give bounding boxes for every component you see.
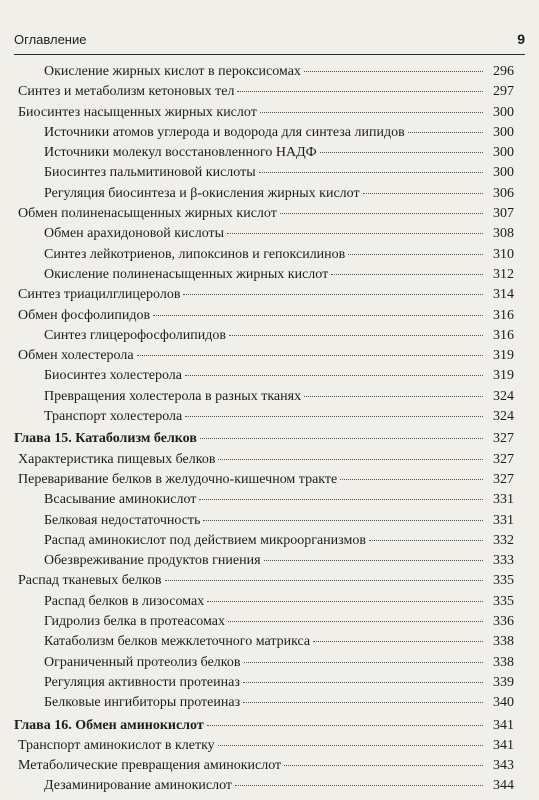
dot-leader xyxy=(363,193,483,194)
toc-entry xyxy=(14,285,514,305)
toc-entry xyxy=(14,511,514,531)
toc-entry xyxy=(14,82,514,102)
dot-leader xyxy=(304,71,483,72)
dot-leader xyxy=(218,459,483,460)
toc-entry xyxy=(14,736,514,756)
toc-entry-title: Обмен фосфолипидов xyxy=(18,307,151,323)
toc-entry-title: Синтез триацилглицеролов xyxy=(18,287,181,303)
toc-entry-page: 306 xyxy=(493,185,514,201)
dot-leader xyxy=(218,745,483,746)
dot-leader xyxy=(235,785,483,786)
toc-entry-page: 300 xyxy=(493,145,514,161)
toc-entry-page: 316 xyxy=(493,327,514,343)
toc-entry xyxy=(14,612,514,632)
toc-entry-title: Биосинтез холестерола xyxy=(44,368,183,384)
toc-entry-title: Обезвреживание продуктов гниения xyxy=(44,553,261,569)
toc-entry-title: Синтез глицерофосфолипидов xyxy=(44,327,226,343)
toc-entry-page: 336 xyxy=(493,614,514,630)
dot-leader xyxy=(259,172,483,173)
toc-entry-title: Обмен полиненасыщенных жирных кислот xyxy=(18,206,277,222)
dot-leader xyxy=(340,479,483,480)
toc-entry-title: Окисление жирных кислот в пероксисомах xyxy=(44,64,301,79)
running-header xyxy=(14,30,525,55)
dot-leader xyxy=(229,335,483,336)
toc-entry xyxy=(14,306,514,326)
dot-leader xyxy=(183,294,483,295)
toc-entry-page: 312 xyxy=(493,266,514,282)
toc-entry xyxy=(14,592,514,612)
toc-entry-page: 319 xyxy=(493,368,514,384)
toc-entry-title: Транспорт аминокислот в клетку xyxy=(18,737,215,753)
toc-entry xyxy=(14,450,514,470)
dot-leader xyxy=(260,112,483,113)
toc-entry-page: 335 xyxy=(493,573,514,589)
dot-leader xyxy=(137,355,483,356)
dot-leader xyxy=(185,416,483,417)
dot-leader xyxy=(227,233,483,234)
dot-leader xyxy=(165,580,483,581)
dot-leader xyxy=(264,560,483,561)
toc-entry-title: Глава 16. Обмен аминокислот xyxy=(14,717,204,733)
toc-entry-page: 341 xyxy=(493,717,514,733)
toc-entry-page: 338 xyxy=(493,654,514,670)
toc-entry-title: Источники молекул восстановленного НАДФ xyxy=(44,145,317,161)
dot-leader xyxy=(313,641,483,642)
toc-entry xyxy=(14,673,514,693)
dot-leader xyxy=(185,375,483,376)
toc-entry xyxy=(14,407,514,427)
toc-entry-page: 335 xyxy=(493,593,514,609)
toc-entry xyxy=(14,776,514,796)
toc-entry xyxy=(14,184,514,204)
dot-leader xyxy=(153,315,483,316)
toc-entry-title: Гидролиз белка в протеасомах xyxy=(44,614,226,630)
toc-entry-title: Источники атомов углерода и водорода для синтеза липидов xyxy=(44,124,405,140)
dot-leader xyxy=(243,702,483,703)
toc-entry-page: 327 xyxy=(493,431,514,447)
toc-entry-page: 300 xyxy=(493,104,514,120)
toc-entry-page: 324 xyxy=(493,388,514,404)
toc-entry xyxy=(14,366,514,386)
toc-entry xyxy=(14,265,514,285)
toc-entry-page: 327 xyxy=(493,471,514,487)
dot-leader xyxy=(304,396,483,397)
toc-entry xyxy=(14,224,514,244)
toc-entry-title: Дезаминирование аминокислот xyxy=(44,778,233,794)
toc-entry-page: 344 xyxy=(493,778,514,794)
toc-entry-page: 331 xyxy=(493,492,514,508)
toc-entry xyxy=(14,693,514,713)
toc-entry-page: 308 xyxy=(493,226,514,242)
toc-entry-page: 300 xyxy=(493,165,514,181)
toc-entry-title: Синтез и метаболизм кетоновых тел xyxy=(18,84,235,100)
toc-entry-page: 296 xyxy=(493,64,514,79)
toc-entry-page: 341 xyxy=(493,737,514,753)
dot-leader xyxy=(284,765,483,766)
toc-entry-page: 327 xyxy=(493,451,514,467)
toc-entry xyxy=(14,346,514,366)
toc-entry-title: Регуляция активности протеиназ xyxy=(44,674,240,690)
toc-entry xyxy=(14,490,514,510)
toc-entry-title: Катаболизм белков межклеточного матрикса xyxy=(44,634,311,650)
toc-entry xyxy=(14,387,514,407)
dot-leader xyxy=(243,682,483,683)
toc-entry xyxy=(14,204,514,224)
toc-entry-title: Синтез лейкотриенов, липоксинов и гепоксилинов xyxy=(44,246,346,262)
toc-entry-page: 331 xyxy=(493,512,514,528)
toc-entry-title: Обмен арахидоновой кислоты xyxy=(44,226,225,242)
toc-entry-title: Ограниченный протеолиз белков xyxy=(44,654,241,670)
toc-entry-page: 300 xyxy=(493,124,514,140)
toc-entry-title: Белковая недостаточность xyxy=(44,512,201,528)
toc-entry-page: 316 xyxy=(493,307,514,323)
toc-entry xyxy=(14,245,514,265)
table-of-contents xyxy=(14,62,514,797)
toc-entry xyxy=(14,103,514,123)
dot-leader xyxy=(199,499,483,500)
header-page-number: 9 xyxy=(517,31,525,47)
toc-entry-title: Биосинтез пальмитиновой кислоты xyxy=(44,165,256,181)
dot-leader xyxy=(228,621,483,622)
toc-entry-title: Переваривание белков в желудочно-кишечном тракте xyxy=(18,471,338,487)
dot-leader xyxy=(207,725,483,726)
dot-leader xyxy=(408,132,483,133)
dot-leader xyxy=(280,213,483,214)
toc-entry xyxy=(14,470,514,490)
toc-entry-page: 332 xyxy=(493,532,514,548)
dot-leader xyxy=(244,662,484,663)
toc-entry xyxy=(14,326,514,346)
toc-entry-title: Обмен холестерола xyxy=(18,348,134,364)
toc-entry-title: Распад аминокислот под действием микроорганизмов xyxy=(44,532,366,548)
toc-entry-page: 338 xyxy=(493,634,514,650)
toc-entry-title: Метаболические превращения аминокислот xyxy=(18,758,282,774)
toc-entry-title: Глава 15. Катаболизм белков xyxy=(14,431,197,447)
toc-chapter-entry xyxy=(14,429,514,449)
header-title: Оглавление xyxy=(14,32,87,47)
dot-leader xyxy=(207,601,483,602)
toc-entry-page: 319 xyxy=(493,348,514,364)
toc-entry-page: 339 xyxy=(493,674,514,690)
toc-entry xyxy=(14,571,514,591)
dot-leader xyxy=(369,540,483,541)
toc-entry-page: 333 xyxy=(493,553,514,569)
toc-entry xyxy=(14,756,514,776)
toc-entry xyxy=(14,62,514,82)
toc-entry-page: 343 xyxy=(493,758,514,774)
toc-entry-title: Всасывание аминокислот xyxy=(44,492,197,508)
dot-leader xyxy=(348,254,483,255)
toc-entry-title: Распад тканевых белков xyxy=(18,573,162,589)
dot-leader xyxy=(331,274,483,275)
toc-entry-title: Окисление полиненасыщенных жирных кислот xyxy=(44,266,329,282)
dot-leader xyxy=(320,152,483,153)
dot-leader xyxy=(237,91,483,92)
toc-entry xyxy=(14,143,514,163)
toc-entry xyxy=(14,632,514,652)
toc-entry-title: Транспорт холестерола xyxy=(44,409,183,425)
toc-entry-page: 307 xyxy=(493,206,514,222)
toc-entry-page: 340 xyxy=(493,695,514,711)
toc-entry xyxy=(14,163,514,183)
dot-leader xyxy=(203,520,483,521)
toc-entry-page: 314 xyxy=(493,287,514,303)
toc-entry-title: Характеристика пищевых белков xyxy=(18,451,216,467)
toc-entry-page: 297 xyxy=(493,84,514,100)
toc-entry xyxy=(14,551,514,571)
dot-leader xyxy=(200,438,483,439)
toc-entry xyxy=(14,123,514,143)
toc-entry-page: 310 xyxy=(493,246,514,262)
toc-entry-title: Регуляция биосинтеза и β-окисления жирных кислот xyxy=(44,185,360,201)
toc-entry-title: Распад белков в лизосомах xyxy=(44,593,205,609)
toc-entry xyxy=(14,653,514,673)
toc-entry-title: Белковые ингибиторы протеиназ xyxy=(44,695,241,711)
toc-entry-page: 324 xyxy=(493,409,514,425)
toc-entry-title: Биосинтез насыщенных жирных кислот xyxy=(18,104,257,120)
toc-chapter-entry xyxy=(14,716,514,736)
toc-entry xyxy=(14,531,514,551)
toc-entry-title: Превращения холестерола в разных тканях xyxy=(44,388,302,404)
